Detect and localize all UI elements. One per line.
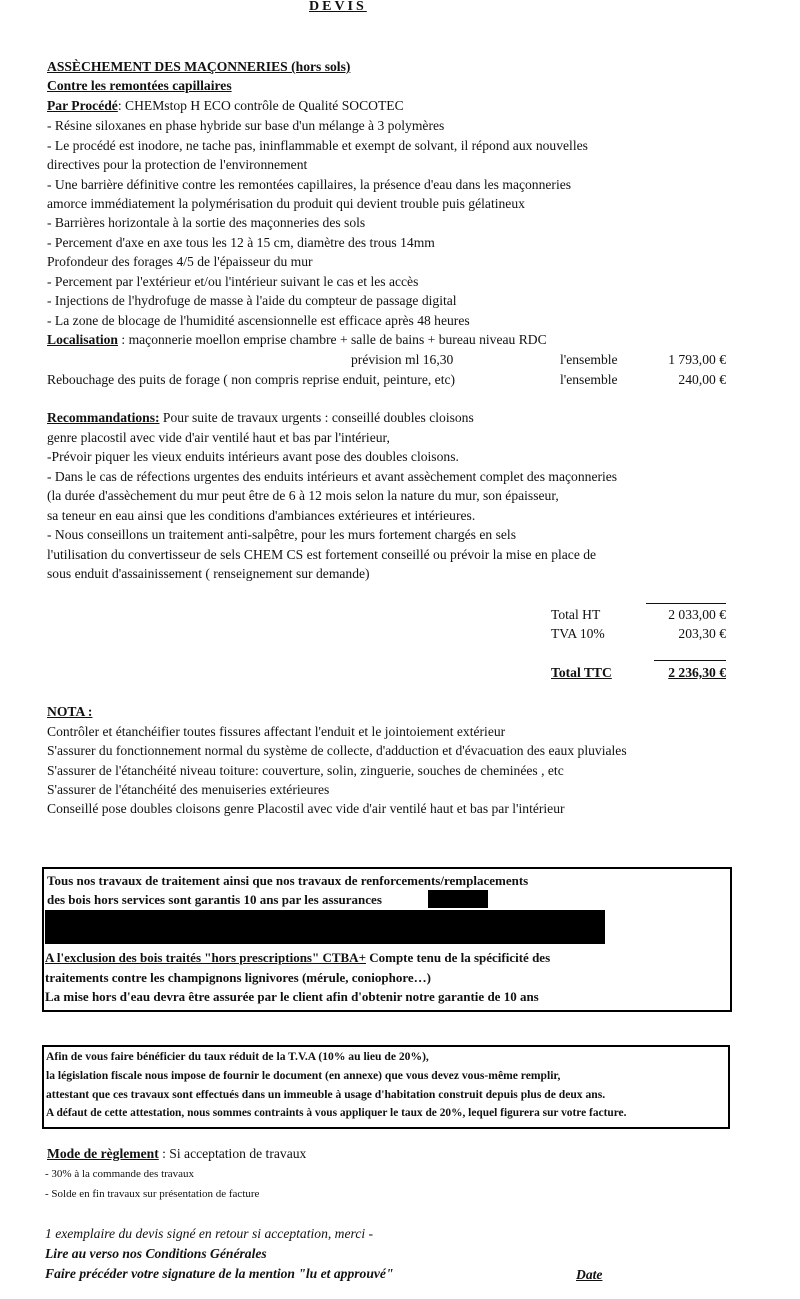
- guarantee-exclusion-rest: Compte tenu de la spécificité des: [365, 950, 551, 965]
- guarantee-line: Tous nos travaux de traitement ainsi que nos travaux de renforcements/remplacements: [47, 873, 529, 888]
- tva-label: TVA 10%: [551, 626, 605, 641]
- nota-line: S'assurer du fonctionnement normal du système de collecte, d'adduction et d'évacuation des eaux pluviales: [47, 743, 627, 758]
- nota-line: S'assurer de l'étanchéité des menuiseries extérieures: [47, 782, 330, 797]
- guarantee-exclusion: A l'exclusion des bois traités "hors prescriptions" CTBA+: [45, 950, 366, 965]
- guarantee-exclusion-line: [45, 948, 550, 968]
- detail-line: - Le procédé est inodore, ne tache pas, ininflammable et exempt de solvant, il répond aux nouvelles: [47, 138, 588, 153]
- guarantee-line: traitements contre les champignons lignivores (mérule, coniophore…): [45, 970, 431, 985]
- recommandation-line: (la durée d'assèchement du mur peut être de 6 à 12 mois selon la nature du mur, son épaisseur,: [47, 488, 559, 503]
- total-ht-value: 2 033,00 €: [668, 607, 726, 622]
- detail-line: - Injections de l'hydrofuge de masse à l'aide du compteur de passage digital: [47, 293, 457, 308]
- detail-line: - Percement par l'extérieur et/ou l'intérieur suivant le cas et les accès: [47, 274, 419, 289]
- tva-value: 203,30 €: [678, 626, 726, 641]
- localisation-line: [47, 330, 547, 350]
- payment-term: - 30% à la commande des travaux: [45, 1168, 195, 1180]
- footer-line: 1 exemplaire du devis signé en retour si acceptation, merci -: [45, 1226, 374, 1241]
- nota-line: Contrôler et étanchéifier toutes fissures affectant l'enduit et le jointoiement extérieur: [47, 724, 506, 739]
- detail-line: directives pour la protection de l'environnement: [47, 157, 308, 172]
- detail-line: - Une barrière définitive contre les remontées capillaires, la présence d'eau dans les maçonneries: [47, 177, 572, 192]
- detail-line: - Barrières horizontale à la sortie des maçonneries des sols: [47, 215, 366, 230]
- recommandation-line: genre placostil avec vide d'air ventilé haut et bas par l'intérieur,: [47, 430, 390, 445]
- item-unit: l'ensemble: [560, 372, 618, 387]
- payment-term: - Solde en fin travaux sur présentation de facture: [45, 1188, 260, 1200]
- recommandations-first: Pour suite de travaux urgents : conseillé doubles cloisons: [159, 410, 474, 425]
- detail-line: Profondeur des forages 4/5 de l'épaisseur du mur: [47, 254, 313, 269]
- total-ht-label: Total HT: [551, 607, 601, 622]
- payment-line: [47, 1144, 306, 1164]
- item-amount: 1 793,00 €: [668, 352, 726, 367]
- payment-label: Mode de règlement: [47, 1146, 159, 1161]
- footer-line: Lire au verso nos Conditions Générales: [45, 1246, 267, 1261]
- tva-notice-line: la législation fiscale nous impose de fournir le document (en annexe) que vous devez vous-même remplir,: [46, 1069, 561, 1082]
- detail-line: - La zone de blocage de l'humidité ascensionnelle est efficace après 48 heures: [47, 313, 470, 328]
- nota-line: S'assurer de l'étanchéité niveau toiture: couverture, solin, zinguerie, souches de cheminées , etc: [47, 763, 564, 778]
- recommandations-label: Recommandations:: [47, 410, 160, 425]
- section-title: ASSÈCHEMENT DES MAÇONNERIES (hors sols): [47, 59, 351, 74]
- totals-rule: [654, 660, 726, 661]
- recommandation-line: -Prévoir piquer les vieux enduits intérieurs avant pose des doubles cloisons.: [47, 449, 459, 464]
- payment-text: : Si acceptation de travaux: [158, 1146, 307, 1161]
- item-amount: 240,00 €: [678, 372, 726, 387]
- document-title: DEVIS: [309, 0, 367, 14]
- procede-text: : CHEMstop H ECO contrôle de Qualité SOCOTEC: [117, 98, 404, 113]
- nota-label: NOTA :: [47, 704, 93, 719]
- item-desc: Rebouchage des puits de forage ( non compris reprise enduit, peinture, etc): [47, 372, 456, 387]
- total-ttc-value: 2 236,30 €: [668, 665, 726, 680]
- tva-notice-line: A défaut de cette attestation, nous sommes contraints à vous appliquer le taux de 20%, lequel figurera sur votre facture.: [46, 1107, 627, 1119]
- tva-notice-line: Afin de vous faire bénéficier du taux réduit de la T.V.A (10% au lieu de 20%),: [46, 1050, 429, 1063]
- detail-line: - Percement d'axe en axe tous les 12 à 15 cm, diamètre des trous 14mm: [47, 235, 435, 250]
- totals-rule: [646, 603, 726, 604]
- recommandations-line: [47, 408, 474, 428]
- item-desc: prévision ml 16,30: [351, 352, 454, 367]
- recommandation-line: - Dans le cas de réfections urgentes des enduits intérieurs et avant assèchement complet des maçonneries: [47, 469, 618, 484]
- section-subtitle: Contre les remontées capillaires: [47, 78, 232, 93]
- footer-line: Faire précéder votre signature de la mention "lu et approuvé": [45, 1266, 394, 1281]
- redaction-block: [428, 890, 488, 908]
- procede-line: [47, 96, 404, 116]
- procede-label: Par Procédé: [47, 98, 118, 113]
- recommandation-line: - Nous conseillons un traitement anti-salpêtre, pour les murs fortement chargés en sels: [47, 527, 516, 542]
- tva-notice-line: attestant que ces travaux sont effectués dans un immeuble à usage d'habitation construit depuis plus de deux ans.: [46, 1088, 606, 1101]
- recommandation-line: l'utilisation du convertisseur de sels CHEM CS est fortement conseillé ou prévoir la mise en place de: [47, 547, 597, 562]
- localisation-label: Localisation: [47, 332, 118, 347]
- recommandation-line: sous enduit d'assainissement ( renseignement sur demande): [47, 566, 370, 581]
- guarantee-line: des bois hors services sont garantis 10 ans par les assurances: [47, 892, 382, 907]
- redaction-block: [45, 910, 605, 944]
- localisation-text: : maçonnerie moellon emprise chambre + salle de bains + bureau niveau RDC: [118, 332, 547, 347]
- item-unit: l'ensemble: [560, 352, 618, 367]
- total-ttc-label: Total TTC: [551, 665, 612, 680]
- nota-line: Conseillé pose doubles cloisons genre Placostil avec vide d'air ventilé haut et bas par l'intérieur: [47, 801, 565, 816]
- recommandation-line: sa teneur en eau ainsi que les conditions d'ambiances extérieures et intérieures.: [47, 508, 476, 523]
- detail-line: - Résine siloxanes en phase hybride sur base d'un mélange à 3 polymères: [47, 118, 445, 133]
- detail-line: amorce immédiatement la polymérisation du produit qui devient trouble puis gélatineux: [47, 196, 525, 211]
- guarantee-line: La mise hors d'eau devra être assurée par le client afin d'obtenir notre garantie de 10 ans: [45, 989, 539, 1004]
- date-label: Date: [576, 1267, 603, 1282]
